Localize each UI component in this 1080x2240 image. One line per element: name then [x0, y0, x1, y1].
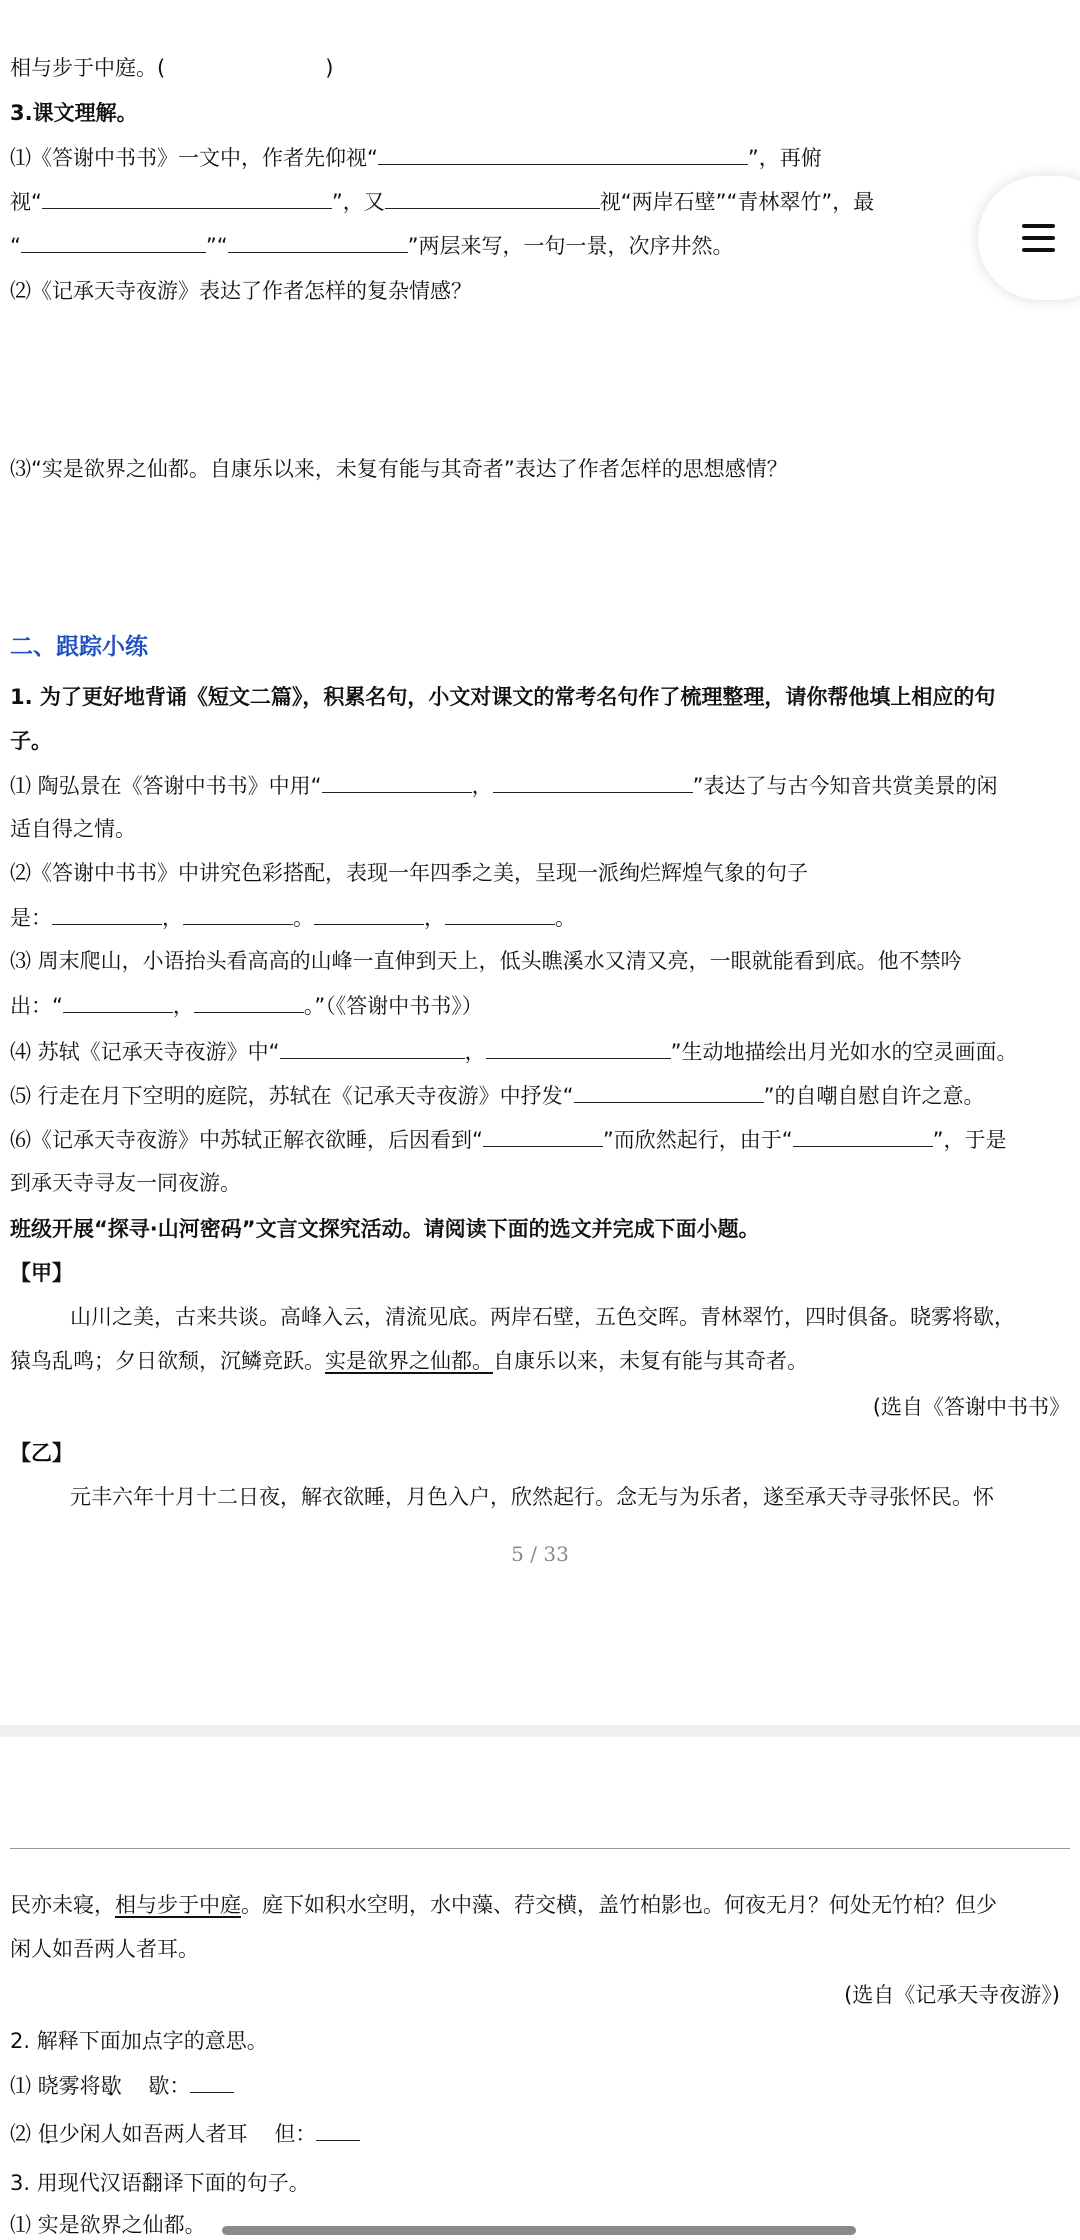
- fill-item-3: ⑶ 周末爬山，小语抬头看高高的山峰一直伸到天上，低头瞧溪水又清又亮，一眼就能看到底。他不禁吟: [10, 949, 962, 973]
- answer-blank[interactable]: [378, 142, 748, 165]
- answer-blank[interactable]: [793, 1124, 933, 1147]
- horizontal-scrollbar[interactable]: [222, 2226, 856, 2235]
- section-title: 二、跟踪小练: [10, 634, 148, 660]
- passage-yi: 元丰六年十月十二日夜，解衣欲睡，月色入户，欣然起行。念无与为乐者，遂至承天寺寻张怀民。怀: [70, 1485, 994, 1509]
- passage-label-yi: 【乙】: [10, 1441, 73, 1465]
- answer-blank[interactable]: [316, 2118, 360, 2141]
- answer-blank[interactable]: [63, 990, 173, 1013]
- fill-item-6: ⑹《记承天寺夜游》中苏轼正解衣欲睡，后因看到“ ”而欣然起行，由于“ ”，于是: [10, 1124, 1070, 1155]
- question-heading: 3. 用现代汉语翻译下面的句子。: [10, 2171, 310, 2195]
- answer-blank[interactable]: [445, 902, 555, 925]
- activity-heading: 班级开展“探寻·山河密码”文言文探究活动。请阅读下面的选文并完成下面小题。: [10, 1217, 760, 1241]
- passage-jia: 猿鸟乱鸣；夕日欲颓，沉鳞竞跃。实是欲界之仙都。自康乐以来，未复有能与其奇者。: [10, 1349, 808, 1373]
- question-line: “ ”“ ”两层来写，一句一景，次序井然。: [10, 230, 1070, 261]
- question-line: ⑵《记承天寺夜游》表达了作者怎样的复杂情感？: [10, 279, 472, 303]
- answer-blank[interactable]: [280, 1036, 465, 1059]
- answer-blank[interactable]: [385, 186, 600, 209]
- fill-item-3-blanks: 出：“ ， 。”（《答谢中书书》）: [10, 990, 1070, 1021]
- page-gap: [0, 1725, 1080, 1737]
- text-line: 适自得之情。: [10, 817, 136, 841]
- question-heading: 3.课文理解。: [10, 101, 138, 125]
- source-citation: (选自《记承天寺夜游》): [844, 1983, 1060, 2007]
- answer-blank[interactable]: [493, 770, 693, 793]
- answer-blank[interactable]: [52, 902, 162, 925]
- fill-item-2: ⑵《答谢中书书》中讲究色彩搭配，表现一年四季之美，呈现一派绚烂辉煌气象的句子: [10, 861, 808, 885]
- answer-blank[interactable]: [194, 990, 304, 1013]
- question-intro: 子。: [10, 729, 52, 753]
- translate-item-1: ⑴ 实是欲界之仙都。: [10, 2213, 206, 2237]
- question-intro: 1. 为了更好地背诵《短文二篇》，积累名句，小文对课文的常考名句作了梳理整理，请你帮他填上相应的句: [10, 685, 996, 709]
- page-number: 5 / 33: [511, 1542, 569, 1566]
- answer-blank[interactable]: [21, 230, 206, 253]
- passage-yi: 民亦未寝，相与步于中庭。庭下如积水空明，水中藻、荇交横，盖竹柏影也。何夜无月？何处无竹柏？但少: [10, 1893, 997, 1917]
- passage-label-jia: 【甲】: [10, 1261, 73, 1285]
- answer-blank[interactable]: [574, 1080, 764, 1103]
- question-heading: 2. 解释下面加点字的意思。: [10, 2029, 268, 2053]
- passage-jia: 山川之美，古来共谈。高峰入云，清流见底。两岸石壁，五色交晖。青林翠竹，四时俱备。晓雾将歇，: [70, 1305, 1015, 1329]
- fill-item-1: ⑴ 陶弘景在《答谢中书书》中用“ ， ”表达了与古今知音共赏美景的闲: [10, 770, 1070, 801]
- text-line: 到承天寺寻友一同夜游。: [10, 1171, 241, 1195]
- answer-blank[interactable]: [322, 770, 472, 793]
- explain-item-1: ⑴ 晓雾将歇 歇：: [10, 2070, 1070, 2101]
- question-line: ⑶“实是欲界之仙都。自康乐以来，未复有能与其奇者”表达了作者怎样的思想感情？: [10, 457, 788, 481]
- answer-blank[interactable]: [228, 230, 408, 253]
- header-rule: [10, 1848, 1070, 1849]
- answer-blank[interactable]: [483, 1124, 603, 1147]
- fill-item-2-blanks: 是： ， 。 ， 。: [10, 902, 1070, 933]
- question-line: ⑴《答谢中书书》一文中，作者先仰视“ ”，再俯: [10, 142, 1070, 173]
- text-line: 相与步于中庭。( ): [10, 56, 334, 80]
- answer-blank[interactable]: [42, 186, 332, 209]
- question-line: 视“ ”，又 视“两岸石壁”“青林翠竹”，最: [10, 186, 1000, 217]
- answer-blank[interactable]: [486, 1036, 671, 1059]
- answer-blank[interactable]: [314, 902, 424, 925]
- fill-item-5: ⑸ 行走在月下空明的庭院，苏轼在《记承天寺夜游》中抒发“ ”的自嘲自慰自许之意。: [10, 1080, 1070, 1111]
- explain-item-2: ⑵ 但少闲人如吾两人者耳 但：: [10, 2118, 1070, 2149]
- answer-blank[interactable]: [190, 2070, 234, 2093]
- source-citation: (选自《答谢中书书》: [872, 1395, 1070, 1419]
- fill-item-4: ⑷ 苏轼《记承天寺夜游》中“ ， ”生动地描绘出月光如水的空灵画面。: [10, 1036, 1070, 1067]
- passage-yi: 闲人如吾两人者耳。: [10, 1937, 199, 1961]
- answer-blank[interactable]: [183, 902, 293, 925]
